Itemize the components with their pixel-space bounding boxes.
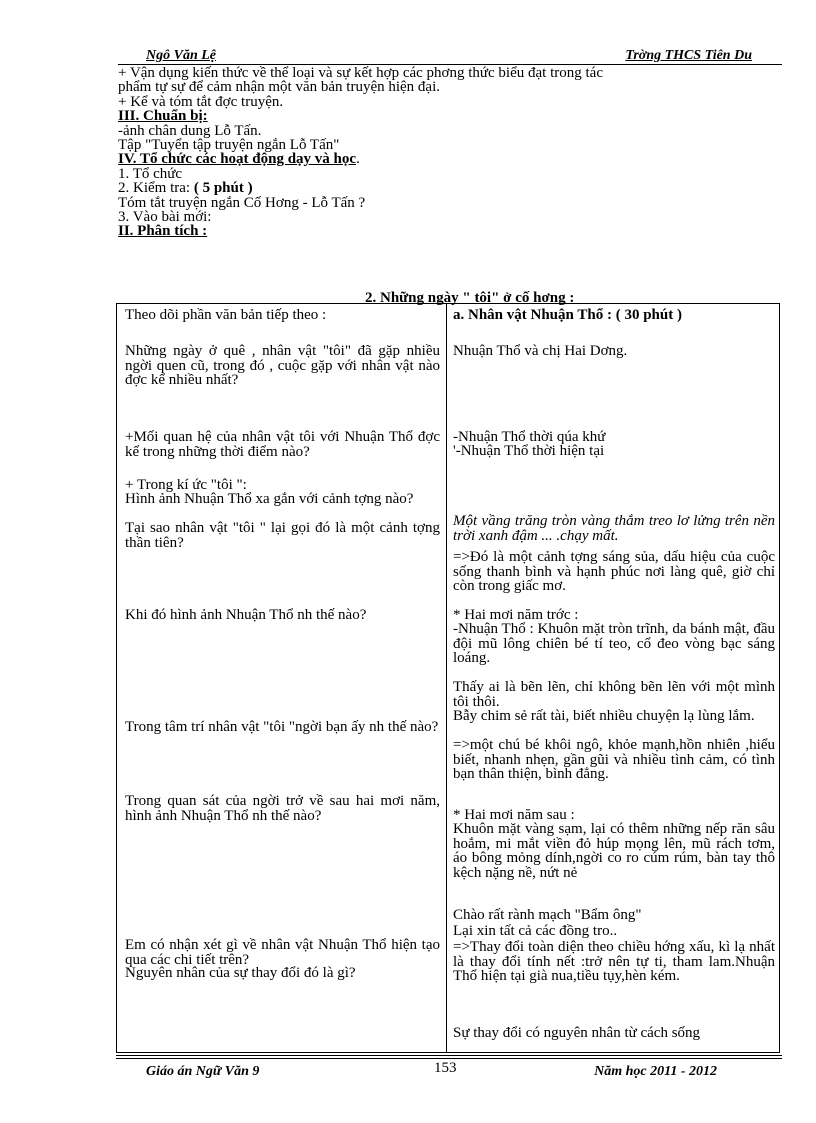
right-answer: Bẫy chim sẻ rất tài, biết nhiều chuyện lạ lùng lắm. (453, 708, 755, 724)
intro-line: phẩm tự sự để cảm nhận một văn bản truyện hiện đại. (118, 79, 441, 96)
right-answer: * Hai mơi năm sau : (453, 807, 575, 823)
left-question: Tại sao nhân vật "tôi " lại gọi đó là một cảnh tợng thần tiên? (125, 520, 440, 551)
right-answer: Khuôn mặt vàng sạm, lại có thêm những nếp răn sâu hoắm, mi mắt viền đỏ húp mọng lên, mũ rách tơm, áo bông mỏng dính,ngời co ro cúm rúm, bàn tay thô kệch nặng nề, nứt nẻ (453, 821, 775, 881)
footer-rule (116, 1058, 782, 1059)
left-question: Khi đó hình ảnh Nhuận Thổ nh thế nào? (125, 607, 367, 623)
left-question: Nguyên nhân của sự thay đổi đó là gì? (125, 965, 356, 981)
right-answer: Lại xin tất cả các đồng tro.. (453, 923, 618, 939)
right-answer: =>Đó là một cảnh tợng sáng sủa, dấu hiệu của cuộc sống thanh bình và hạnh phúc nơi làng quê, giờ chỉ còn trong giấc mơ. (453, 549, 775, 594)
right-title: a. Nhân vật Nhuận Thổ : ( 30 phút ) (453, 307, 682, 323)
right-quote: Một vầng trăng tròn vàng thắm treo lơ lửng trên nền trời xanh đậm ... .chạy mất. (453, 513, 775, 544)
step-item: 3. Vào bài mới: (118, 209, 212, 226)
heading-activities: IV. Tổ chức các hoạt động dạy và học. (118, 151, 360, 168)
intro-section (118, 66, 782, 239)
left-question: +Mối quan hệ của nhân vật tôi với Nhuận Thổ đợc kể trong những thời điểm nào? (125, 429, 440, 460)
right-answer: =>Thay đổi toàn diện theo chiều hớng xấu, kì lạ nhất là thay đổi tính nết :trở nên tự ti, tham lam.Nhuận Thổ hiện tại già nua,tiều tụy,hèn kém. (453, 939, 775, 984)
right-answer: Sự thay đổi có nguyên nhân từ cách sống (453, 1025, 701, 1041)
left-question: Theo dõi phần văn bản tiếp theo : (125, 307, 327, 323)
lesson-table (116, 303, 780, 1053)
intro-line: + Kể và tóm tắt đợc truyện. (118, 93, 284, 110)
left-question: Trong quan sát của ngời trở về sau hai mơi năm, hình ảnh Nhuận Thổ nh thế nào? (125, 793, 440, 824)
right-answer: '-Nhuận Thổ thời hiện tại (453, 443, 605, 459)
step-item: 2. Kiểm tra: ( 5 phút ) (118, 180, 253, 197)
intro-line: + Vận dụng kiến thức về thể loại và sự kết hợp các phơng thức biểu đạt trong tác (118, 65, 603, 81)
right-answer: -Nhuận Thổ thời qúa khứ (453, 429, 606, 445)
prep-item: -ảnh chân dung Lỗ Tấn. (118, 122, 262, 139)
left-question: Em có nhận xét gì về nhân vật Nhuận Thổ hiện tạo qua các chi tiết trên? (125, 937, 440, 968)
section-title: 2. Những ngày " tôi" ở cố hơng : (365, 290, 575, 306)
step-item: Tóm tắt truyện ngắn Cố Hơng - Lỗ Tấn ? (118, 194, 366, 211)
left-question: + Trong kí ức "tôi ": (125, 477, 247, 493)
footer-year: Năm học 2011 - 2012 (594, 1064, 717, 1079)
header-school: Trờng THCS Tiên Du (625, 48, 752, 63)
left-question: Những ngày ở quê , nhân vật "tôi" đã gặp nhiều ngời quen cũ, trong đó , cuộc gặp với nhân vật nào đợc kể nhiều nhất? (125, 343, 440, 388)
footer-title: Giáo án Ngữ Văn 9 (146, 1064, 260, 1079)
right-answer: Chào rất rành mạch "Bẩm ông" (453, 907, 642, 923)
right-answer: Nhuận Thổ và chị Hai Dơng. (453, 343, 628, 359)
heading-preparation: III. Chuẩn bị: (118, 108, 208, 125)
column-divider (446, 304, 447, 1052)
right-answer: * Hai mơi năm trớc : (453, 607, 579, 623)
page-footer (116, 1060, 782, 1080)
step-item: 1. Tổ chức (118, 165, 183, 182)
page-header (118, 48, 782, 64)
footer-rule (116, 1055, 782, 1056)
right-answer: Thấy ai là bẽn lẽn, chỉ không bẽn lẽn với một mình tôi thôi. (453, 679, 775, 710)
heading-analysis: II. Phân tích : (118, 223, 208, 240)
right-answer: =>một chú bé khôi ngô, khỏe mạnh,hồn nhiên ,hiểu biết, nhanh nhẹn, gần gũi và nhiều tình cảm, có tình bạn thân thiện, bình đẳng. (453, 737, 775, 782)
prep-item: Tập "Tuyển tập truyện ngắn Lỗ Tấn" (118, 137, 340, 154)
page-number: 153 (434, 1060, 457, 1076)
right-answer: -Nhuận Thổ : Khuôn mặt tròn trĩnh, da bánh mật, đầu đội mũ lông chiên bé tí teo, cổ đeo vòng bạc sáng loáng. (453, 621, 775, 666)
header-author: Ngô Văn Lệ (146, 48, 216, 63)
left-question: Trong tâm trí nhân vật "tôi "ngời bạn ấy nh thế nào? (125, 719, 439, 735)
left-question: Hình ảnh Nhuận Thổ xa gắn với cảnh tợng nào? (125, 491, 414, 507)
